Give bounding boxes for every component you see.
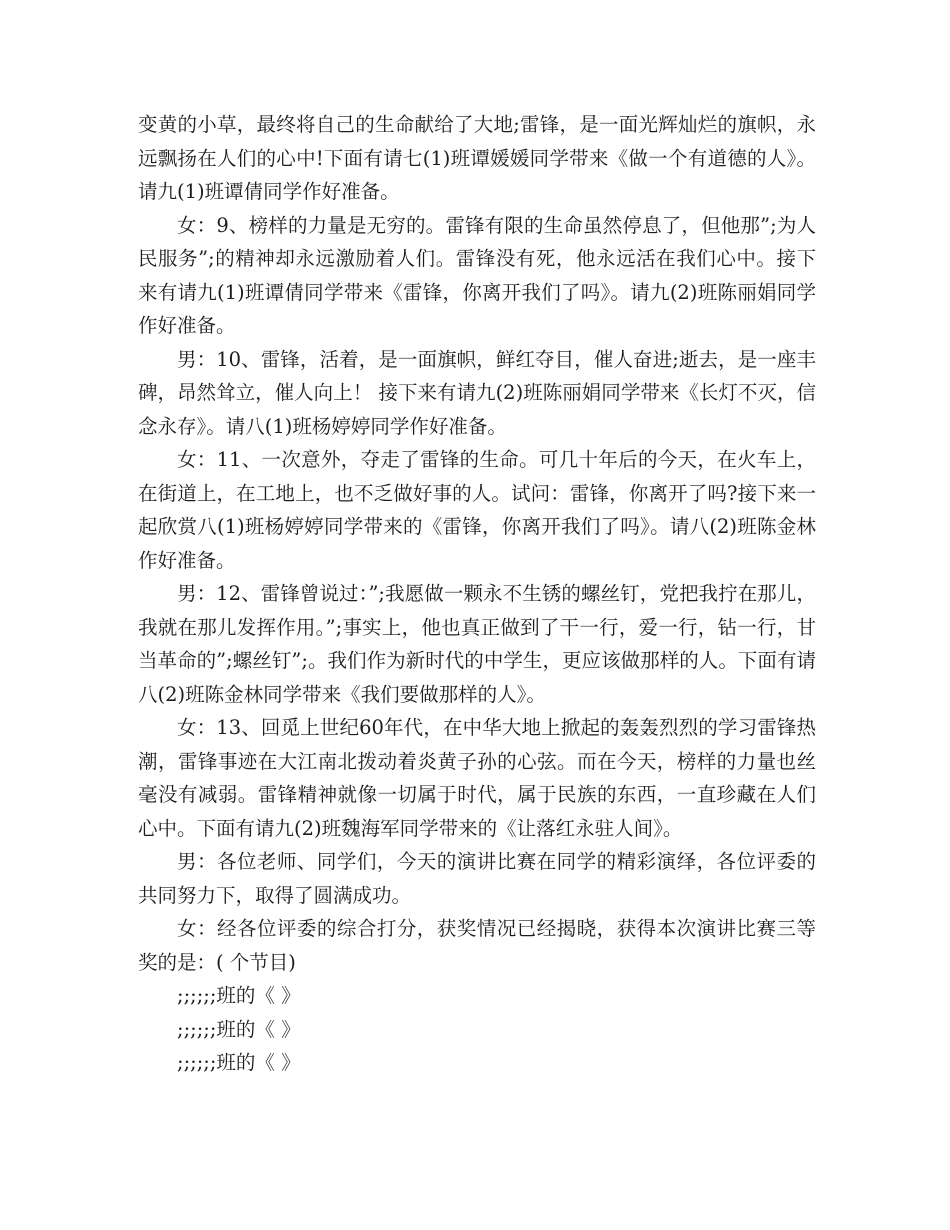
paragraph-1: 变黄的小草，最终将自己的生命献给了大地;雷锋，是一面光辉灿烂的旗帜，永远飘扬在人们的心中!下面有请七(1)班谭媛媛同学带来《做一个有道德的人》。请九(1)班谭倩同学作好准备。 (138, 113, 816, 203)
paragraph-2: 女：9、榜样的力量是无穷的。雷锋有限的生命虽然停息了，但他那”;为人民服务”;的精神却永远激励着人们。雷锋没有死，他永远活在我们心中。接下来有请九(1)班谭倩同学带来《雷锋，你离开我们了吗》。请九(2)班陈丽娟同学作好准备。 (138, 213, 816, 337)
paragraph-8: 女：经各位评委的综合打分，获奖情况已经揭晓，获得本次演讲比赛三等奖的是：( 个节目) (138, 917, 816, 974)
award-line-3: ;;;;;;班的《 》 (177, 1051, 301, 1074)
award-line-2: ;;;;;;班的《 》 (177, 1017, 301, 1041)
paragraph-6: 女：13、回觅上世纪60年代，在中华大地上掀起的轰轰烈烈的学习雷锋热潮，雷锋事迹在大江南北拨动着炎黄子孙的心弦。而在今天，榜样的力量也丝毫没有减弱。雷锋精神就像一切属于时代，属于民族的东西，一直珍藏在人们心中。下面有请九(2)班魏海军同学带来的《让落红永驻人间》。 (138, 716, 816, 840)
paragraph-5: 男：12、雷锋曾说过：”;我愿做一颗永不生锈的螺丝钉，党把我拧在那儿，我就在那儿发挥作用。”;事实上，他也真正做到了干一行，爱一行，钻一行，甘当革命的”;螺丝钉”;。我们作为新时代的中学生，更应该做那样的人。下面有请八(2)班陈金林同学带来《我们要做那样的人》。 (138, 582, 816, 706)
paragraph-4: 女：11、一次意外，夺走了雷锋的生命。可几十年后的今天，在火车上，在街道上，在工地上，也不乏做好事的人。试问：雷锋，你离开了吗?接下来一起欣赏八(1)班杨婷婷同学带来的《雷锋，你离开我们了吗》。请八(2)班陈金林作好准备。 (138, 448, 816, 572)
paragraph-7: 男：各位老师、同学们，今天的演讲比赛在同学的精彩演绎，各位评委的共同努力下，取得了圆满成功。 (138, 850, 816, 907)
paragraph-3: 男：10、雷锋，活着，是一面旗帜，鲜红夺目，催人奋进;逝去，是一座丰碑，昂然耸立，催人向上！ 接下来有请九(2)班陈丽娟同学带来《长灯不灭，信念永存》。请八(1)班杨婷婷同学作好准备。 (138, 347, 816, 438)
award-line-1: ;;;;;;班的《 》 (177, 984, 301, 1007)
